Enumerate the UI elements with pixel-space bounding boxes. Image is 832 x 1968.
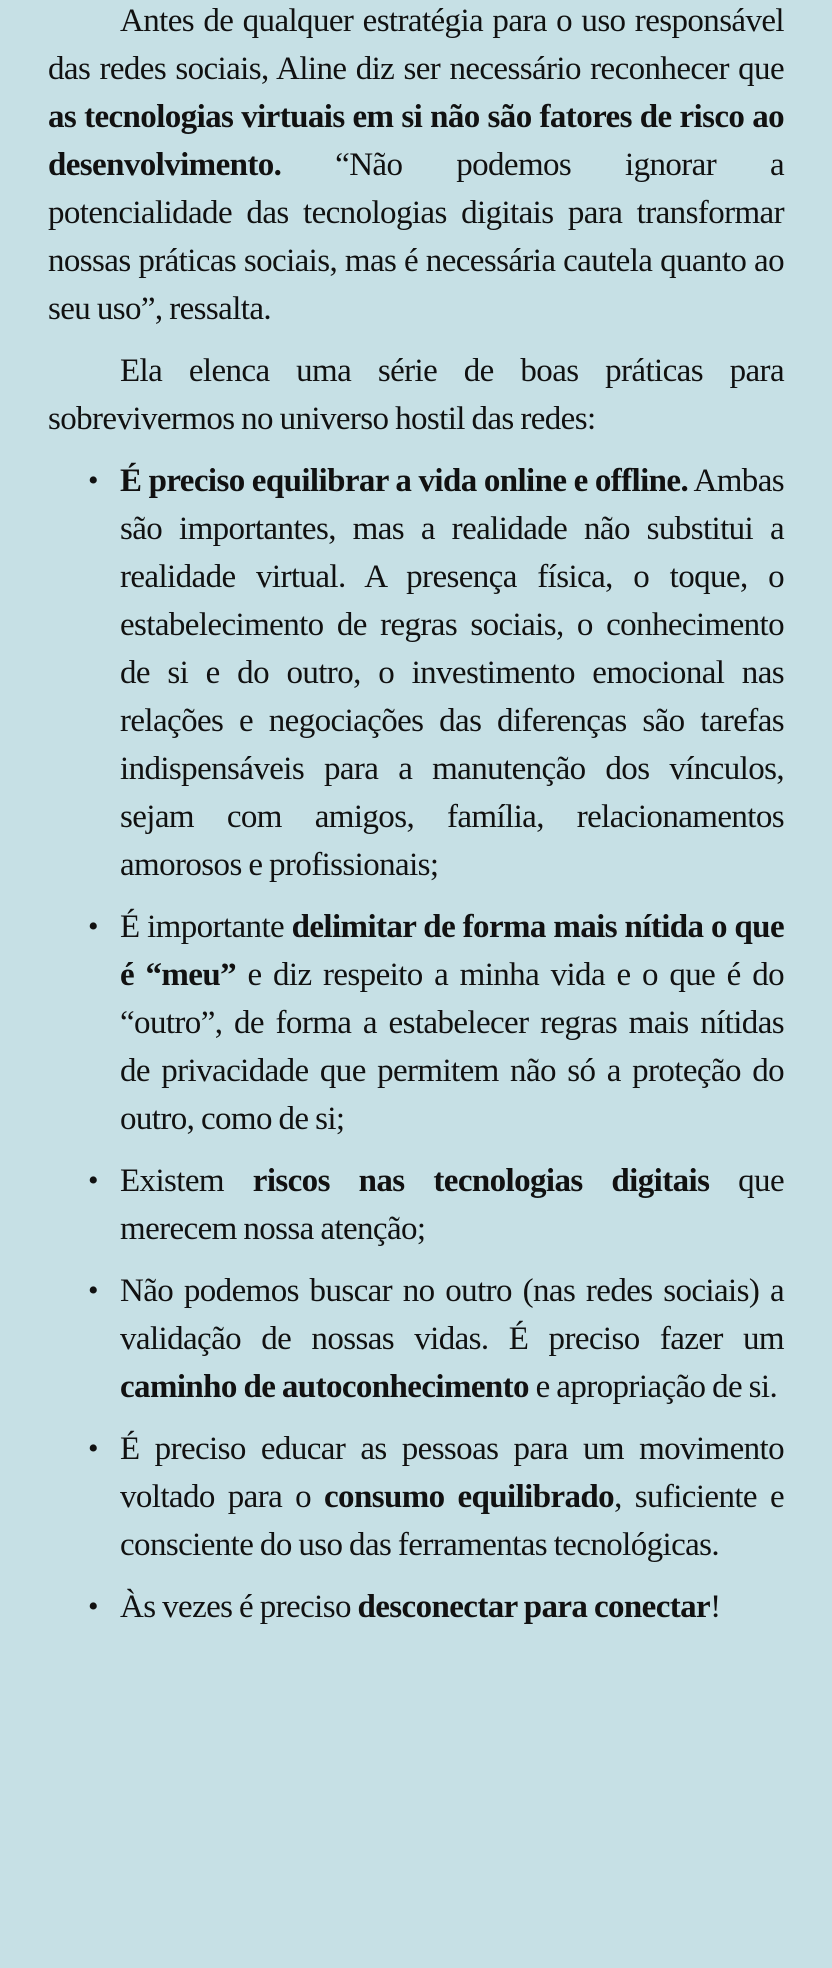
bullet-icon: • (88, 1590, 98, 1623)
list-item (88, 903, 785, 1143)
good-practices-list (48, 457, 784, 1631)
text-segment: que merecem nossa atenção; (120, 1163, 785, 1247)
bullet-icon: • (88, 1432, 98, 1465)
text-segment: e diz respeito a minha vida e o que é do “outro”, de forma a estabelecer regras mais nítidas de privacidade que permitem não só a proteção do outro, como de si; (120, 957, 785, 1137)
text-segment: É preciso educar as pessoas para um movimento voltado para o (120, 1431, 784, 1515)
text-segment: Ambas são importantes, mas a realidade não substitui a realidade virtual. A presença física, o toque, o estabelecimento de regras sociais, o conhecimento de si e do outro, o investimento emocional nas relações e negociações das diferenças são tarefas indispensáveis para a manutenção dos vínculos, sejam com amigos, família, relacionamentos amorosos e profissionais; (120, 463, 784, 883)
emphasis-text: caminho de autoconhecimento (120, 1369, 529, 1405)
emphasis-text: as tecnologias virtuais em si não são fatores de risco ao desenvolvimento. (48, 99, 784, 183)
text-segment: Às vezes é preciso (120, 1589, 358, 1625)
text-segment: “Não podemos ignorar a potencialidade das tecnologias digitais para transformar nossas práticas sociais, mas é necessária cautela quanto ao seu uso”, ressalta. (48, 147, 784, 327)
text-segment: Antes de qualquer estratégia para o uso responsável das redes sociais, Aline diz ser necessário reconhecer que (48, 3, 784, 87)
bullet-icon: • (88, 1274, 98, 1307)
text-segment: ! (710, 1589, 721, 1625)
emphasis-text: delimitar de forma mais nítida o que é “meu” (120, 909, 784, 993)
lead-in-paragraph (48, 347, 784, 443)
text-segment: Ela elenca uma série de boas práticas para sobrevivermos no universo hostil das redes: (48, 353, 784, 437)
list-item (88, 1583, 784, 1631)
bullet-icon: • (88, 1164, 98, 1197)
text-segment: e apropriação de si. (528, 1369, 778, 1405)
intro-paragraph (48, 0, 784, 333)
emphasis-text: desconectar para conectar (357, 1589, 711, 1625)
list-item (88, 1157, 785, 1253)
bullet-icon: • (88, 464, 98, 497)
bullet-icon: • (88, 910, 98, 943)
text-segment: É importante (120, 909, 292, 945)
list-item (88, 1267, 784, 1411)
text-segment: , suficiente e consciente do uso das ferramentas tecnológicas. (120, 1479, 784, 1563)
list-item (88, 457, 784, 889)
emphasis-text: consumo equilibrado (324, 1479, 615, 1515)
list-item (88, 1425, 784, 1569)
emphasis-text: É preciso equilibrar a vida online e offline. (120, 463, 689, 499)
text-segment: Existem (120, 1163, 253, 1199)
text-segment: Não podemos buscar no outro (nas redes sociais) a validação de nossas vidas. É preciso fazer um (120, 1273, 784, 1357)
emphasis-text: riscos nas tecnologias digitais (252, 1163, 710, 1199)
